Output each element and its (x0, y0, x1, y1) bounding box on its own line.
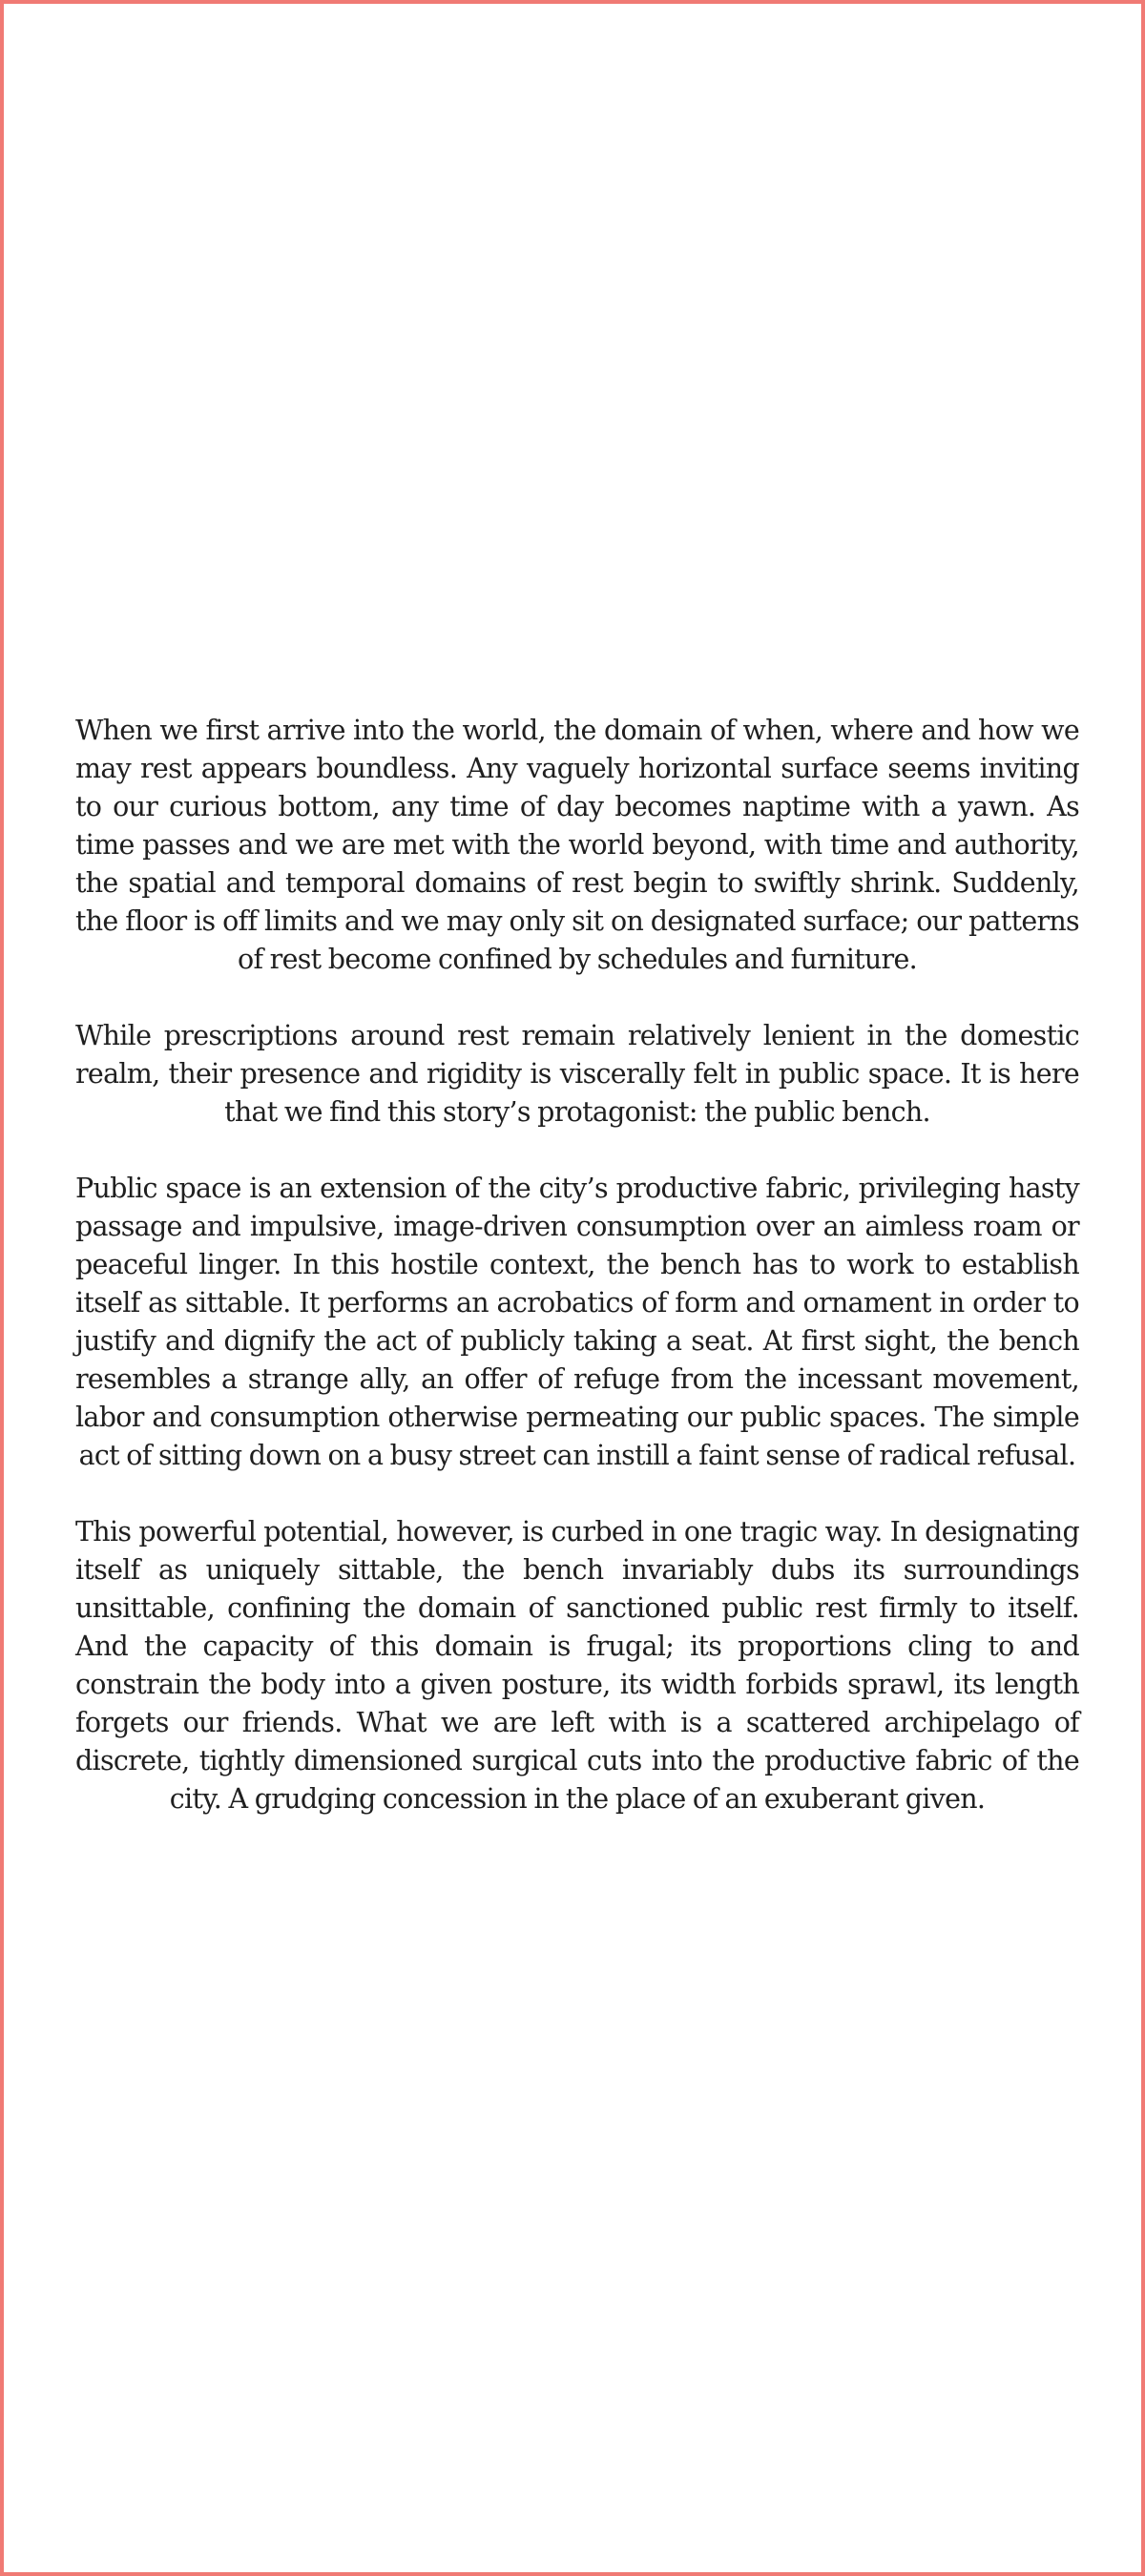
essay-paragraph-1: When we first arrive into the world, the domain of when, where and how we may rest appears boundless. Any vaguely horizontal surface seems inviting to our curious bottom, any time of day becomes naptime with a yawn. As time passes and we are met with the world beyond, with time and authority, the spatial and temporal domains of rest begin to swiftly shrink. Suddenly, the floor is off limits and we may only sit on designated surface; our patterns of rest become confined by schedules and furniture. (75, 715, 1079, 975)
essay-text (75, 712, 1079, 1818)
essay-paragraph-3: Public space is an extension of the city’s productive fabric, privileging hasty passage and impulsive, image-driven consumption over an aimless roam or peaceful linger. In this hostile context, the bench has to work to establish itself as sittable. It performs an acrobatics of form and ornament in order to justify and dignify the act of publicly taking a seat. At first sight, the bench resembles a strange ally, an offer of refuge from the incessant movement, labor and consumption otherwise permeating our public spaces. The simple act of sitting down on a busy street can instill a faint sense of radical refusal. (75, 1173, 1079, 1471)
essay-paragraph-4: This powerful potential, however, is curbed in one tragic way. In designating itself as uniquely sittable, the bench invariably dubs its surroundings unsittable, confining the domain of sanctioned public rest firmly to itself. And the capacity of this domain is frugal; its proportions cling to and constrain the body into a given posture, its width forbids sprawl, its length forgets our friends. What we are left with is a scattered archipelago of discrete, tightly dimensioned surgical cuts into the productive fabric of the city. A grudging concession in the place of an exuberant given. (75, 1516, 1079, 1815)
essay-paragraph-2: While prescriptions around rest remain relatively lenient in the domestic realm, their presence and rigidity is viscerally felt in public space. It is here that we find this story’s protagonist: the public bench. (75, 1020, 1079, 1128)
